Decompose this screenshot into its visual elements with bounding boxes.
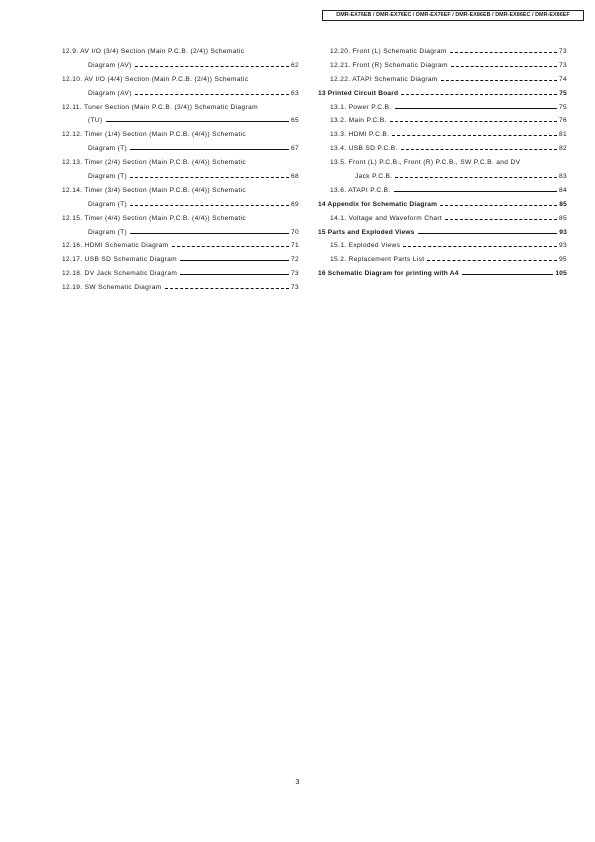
dot-leader [172,246,289,247]
dot-leader [180,274,289,275]
page-ref: 85 [558,214,567,222]
toc-entry[interactable]: 12.16. HDMI Schematic Diagram 71 [62,239,299,253]
toc-entry: 12.11. Tuner Section (Main P.C.B. (3/4)) Schematic Diagram [62,103,258,111]
dot-leader [445,219,557,220]
page-ref: 69 [290,200,299,208]
toc-entry[interactable]: 13.2. Main P.C.B. 76 [318,114,567,128]
page-ref: 105 [555,270,567,278]
toc-entry: 12.15. Timer (4/4) Section (Main P.C.B. (4/4)) Schematic [62,214,247,222]
toc-entry[interactable]: 12.19. SW Schematic Diagram 73 [62,281,299,295]
dot-leader [403,246,557,247]
toc-section-heading[interactable]: 15 Parts and Exploded Views 93 [318,226,567,240]
page-ref: 63 [290,89,299,97]
page-ref: 74 [558,75,567,83]
dot-leader [462,274,554,275]
toc-entry[interactable]: (TU) 65 [62,114,299,128]
page-ref: 76 [558,117,567,125]
page-ref: 73 [558,61,567,69]
toc-entry: 12.9. AV I/O (3/4) Section (Main P.C.B. (2/4)) Schematic [62,48,245,55]
toc-entry: 12.14. Timer (3/4) Section (Main P.C.B. (4/4)) Schematic [62,186,247,194]
page-ref: 65 [290,117,299,125]
page-ref: 70 [290,228,299,236]
dot-leader [180,260,289,261]
toc-entry: 12.13. Timer (2/4) Section (Main P.C.B. (4/4)) Schematic [62,159,247,167]
dot-leader [395,177,557,178]
toc-entry[interactable]: 14.1. Voltage and Waveform Chart 85 [318,212,567,226]
dot-leader [130,149,289,150]
toc-entry[interactable]: 13.3. HDMI P.C.B. 81 [318,128,567,142]
toc-entry: 13.5. Front (L) P.C.B., Front (R) P.C.B., SW P.C.B. and DV [330,159,521,167]
dot-leader [394,191,557,192]
toc-section-heading[interactable]: 13 Printed Circuit Board 75 [318,87,567,101]
page-ref: 73 [290,284,299,292]
page-ref: 95 [558,256,567,264]
page-ref: 75 [558,103,567,111]
toc-entry[interactable]: 15.1. Exploded Views 93 [318,239,567,253]
page-ref: 83 [558,173,567,181]
page-ref: 84 [558,186,567,194]
page-ref: 73 [290,270,299,278]
page-ref: 81 [558,131,567,139]
dot-leader [135,66,289,67]
dot-leader [395,108,557,109]
toc-entry[interactable]: Diagram (T) 67 [62,142,299,156]
page-ref: 82 [558,145,567,153]
toc-entry[interactable]: 12.17. USB SD Schematic Diagram 72 [62,253,299,267]
toc-entry[interactable]: Diagram (AV) 63 [62,87,299,101]
toc-entry: 12.10. AV I/O (4/4) Section (Main P.C.B. (2/4)) Schematic [62,75,249,83]
toc-section-heading[interactable]: 14 Appendix for Schematic Diagram 85 [318,198,567,212]
toc-entry[interactable]: 12.21. Front (R) Schematic Diagram 73 [318,59,567,73]
page-ref: 93 [559,228,567,236]
toc-entry[interactable]: 13.4. USB SD P.C.B. 82 [318,142,567,156]
page-number: 3 [295,777,300,786]
page-ref: 85 [559,200,567,208]
toc-entry[interactable]: 15.2. Replacement Parts List 95 [318,253,567,267]
page-ref: 68 [290,173,299,181]
dot-leader [440,205,557,206]
dot-leader [135,94,289,95]
dot-leader [441,80,557,81]
dot-leader [392,135,557,136]
dot-leader [390,121,557,122]
page-ref: 67 [290,145,299,153]
toc-section-heading[interactable]: 16 Schematic Diagram for printing with A4 105 [318,267,567,281]
dot-leader [165,288,289,289]
toc-entry[interactable]: Diagram (T) 70 [62,226,299,240]
toc-entry: 12.12. Timer (1/4) Section (Main P.C.B. (4/4)) Schematic [62,131,247,139]
page-ref: 73 [558,48,567,55]
dot-leader [130,205,289,206]
dot-leader [450,52,557,53]
page-ref: 93 [558,242,567,250]
toc-entry[interactable]: 13.1. Power P.C.B. 75 [318,101,567,115]
dot-leader [106,121,289,122]
toc-entry[interactable]: 13.6. ATAPI P.C.B. 84 [318,184,567,198]
page-ref: 71 [290,242,299,250]
toc-entry[interactable]: Diagram (AV) 62 [62,59,299,73]
toc-right-column [318,45,567,281]
dot-leader [418,233,558,234]
document-header: DMR-EX76EB / DMR-EX76EC / DMR-EX76EF / DMR-EX86EB / DMR-EX86EC / DMR-EX86EF [322,10,584,21]
dot-leader [130,177,289,178]
toc-entry[interactable]: Jack P.C.B. 83 [318,170,567,184]
toc-entry[interactable]: 12.18. DV Jack Schematic Diagram 73 [62,267,299,281]
toc-entry[interactable]: Diagram (T) 68 [62,170,299,184]
dot-leader [427,260,556,261]
page-ref: 75 [559,89,567,97]
page-ref: 62 [290,61,299,69]
page-ref: 72 [290,256,299,264]
dot-leader [130,233,289,234]
toc-left-column [62,45,299,295]
dot-leader [401,94,557,95]
dot-leader [451,66,557,67]
toc-entry[interactable]: 12.22. ATAPI Schematic Diagram 74 [318,73,567,87]
toc-entry[interactable]: Diagram (T) 69 [62,198,299,212]
toc-entry[interactable]: 12.20. Front (L) Schematic Diagram 73 [318,45,567,59]
dot-leader [401,149,557,150]
